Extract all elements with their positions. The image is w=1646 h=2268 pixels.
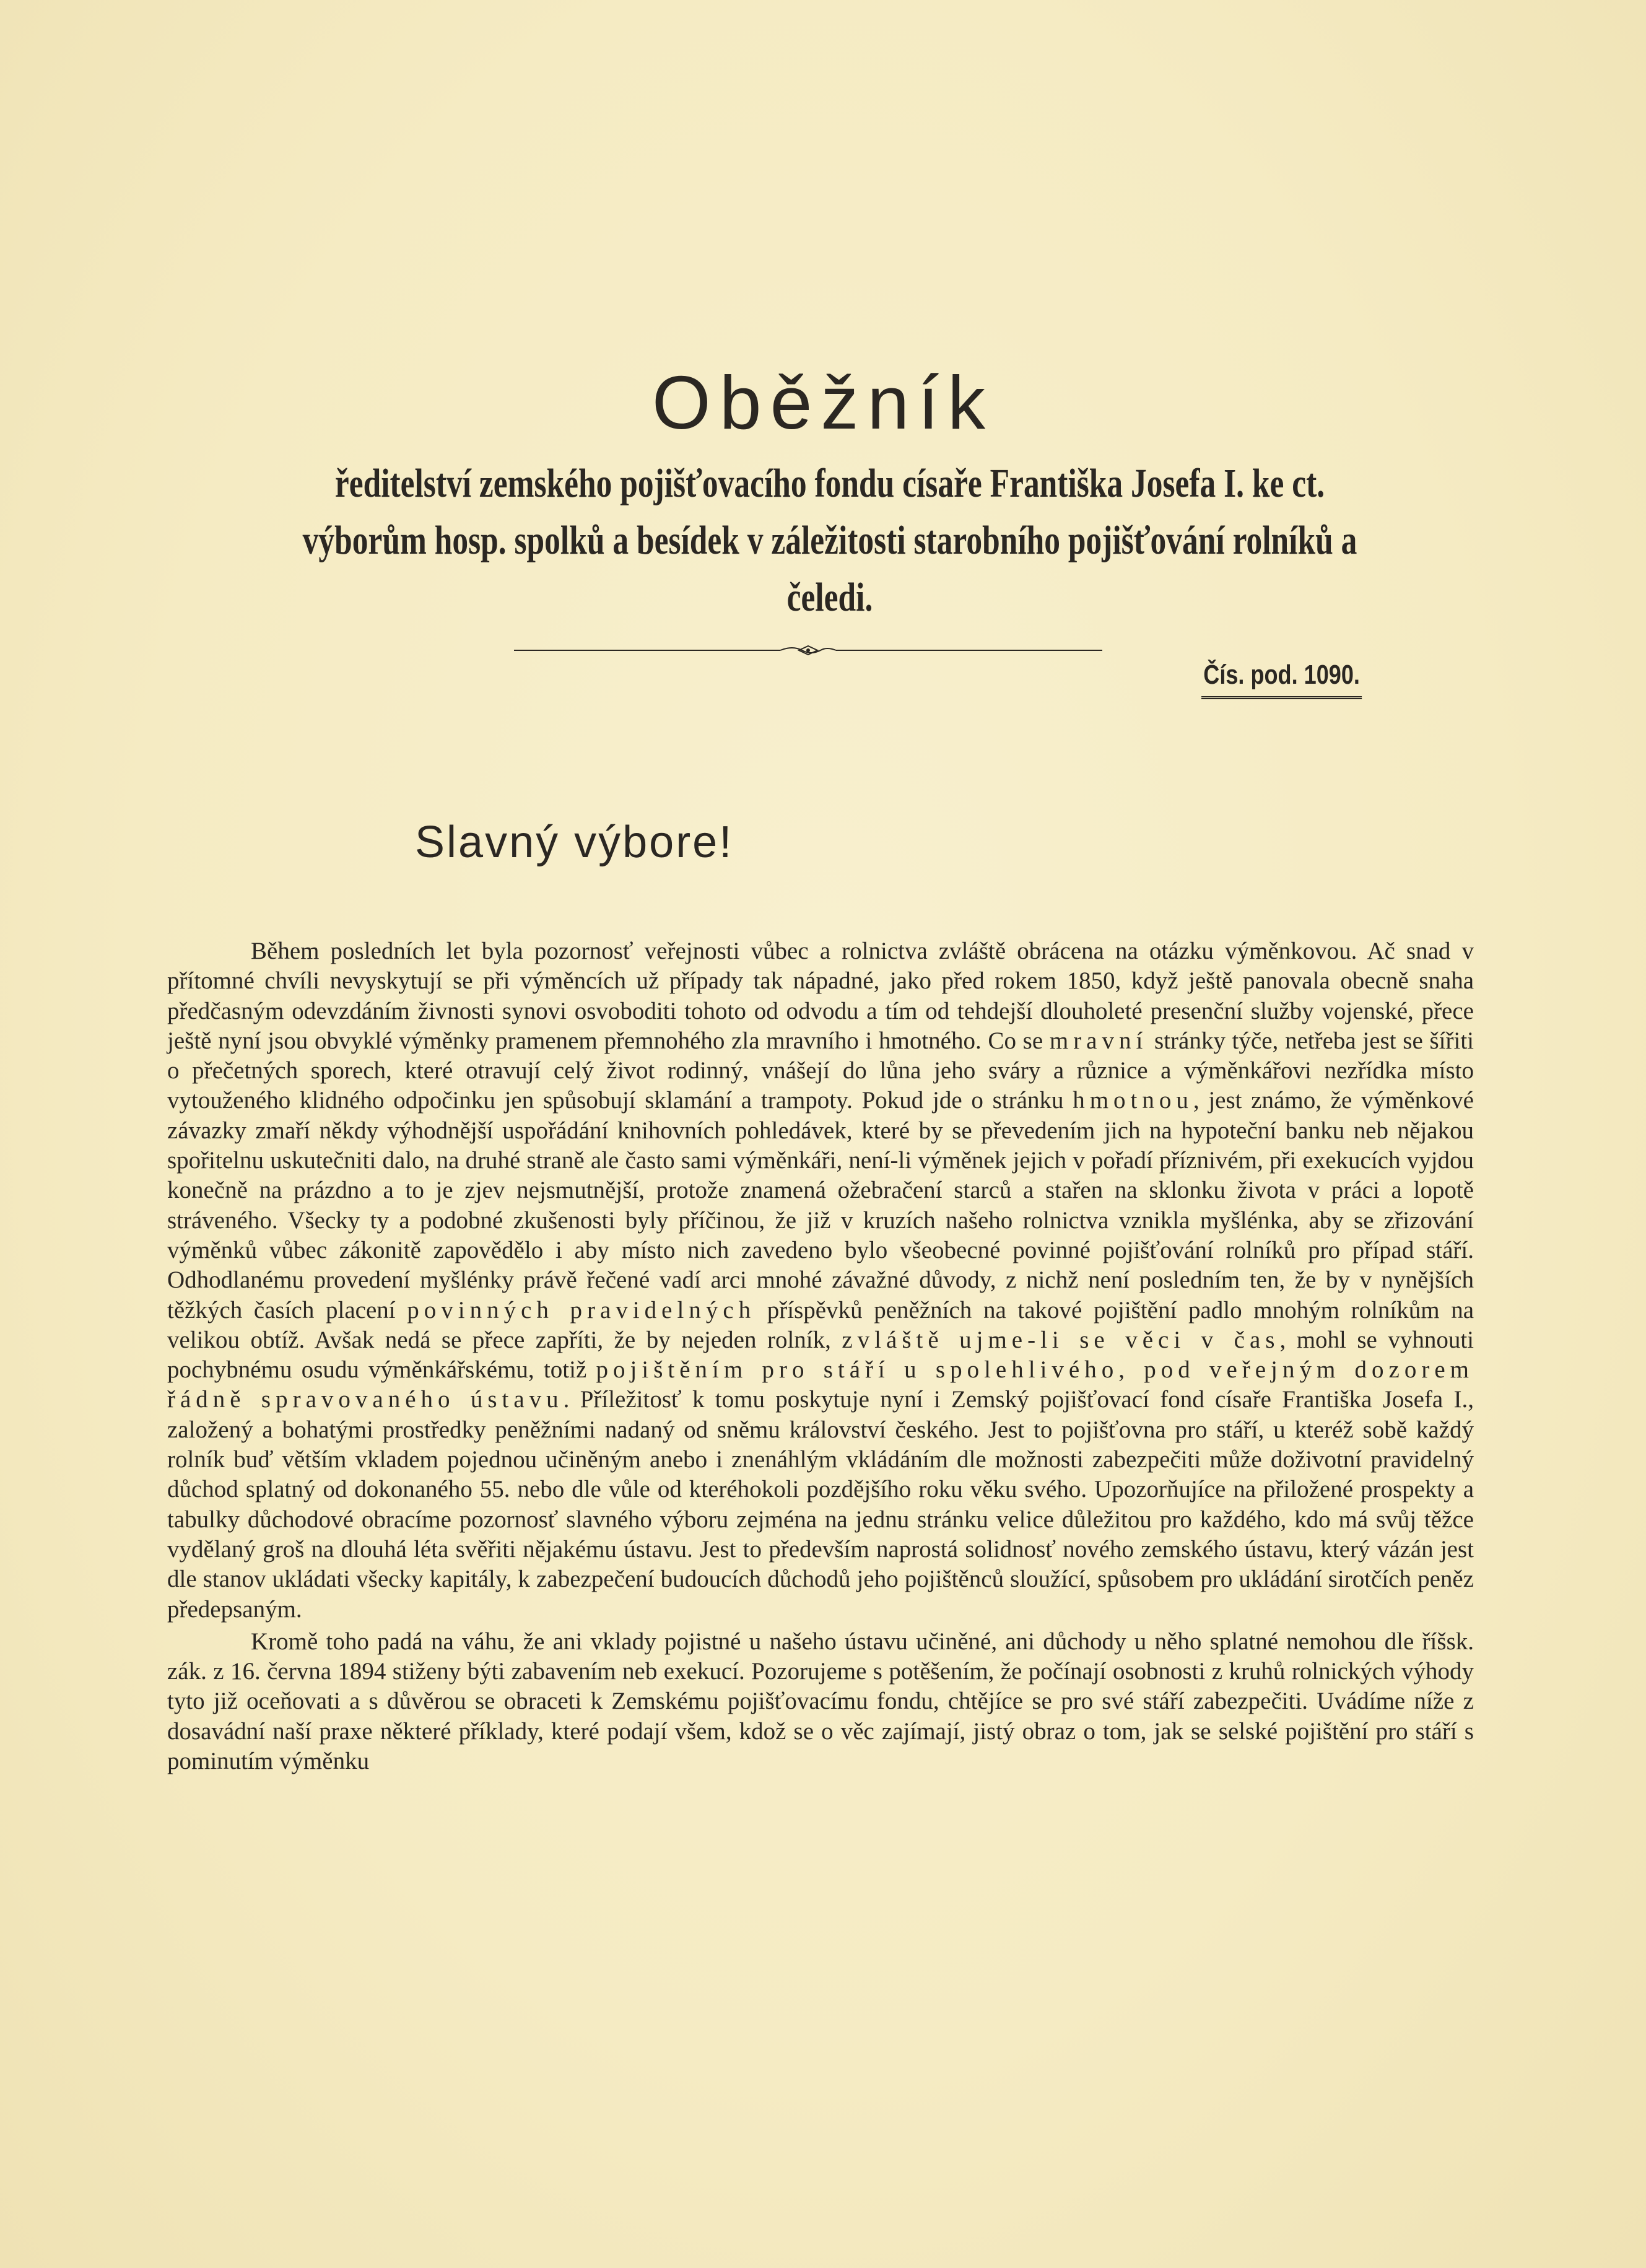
spaced-emphasis: pojištěním pro stáří u spolehlivého, pod veřejným dozorem řádně spravovaného ústavu bbox=[167, 1356, 1474, 1413]
spaced-emphasis: hmotnou bbox=[1073, 1087, 1193, 1114]
text-segment: příspěvků peněžních na takové pojištění padlo mnohým rolníkům na velikou obtíž. Avšak nedá se přece zapříti, že by nejeden rolník, bbox=[167, 1296, 1474, 1353]
text-segment: , mohl se vyhnouti pochybnému osudu výměnkářskému, totiž bbox=[167, 1326, 1474, 1384]
ornamental-divider bbox=[514, 644, 1102, 656]
body-text bbox=[167, 936, 1474, 1776]
text-segment: , jest známo, že výměnkové závazky zmaří někdy výhodnější uspořádání knihovních pohledávek, které by se převedením jich na hypoteční banku neb nějakou spořitelnu uskutečniti dalo, na druhé straně ale často sami výměnkáři, není-li výměnek jejich v pořadí příznivém, při exekucích vyjdou konečně na prázdno a to je zjev nejsmutnější, protože znamená ožebračení starců a stařen na sklonku života v práci a lopotě stráveného. Všecky ty a podobné zkušenosti byly příčinou, že již v kruzích našeho rolnictva vznikla myšlénka, aby se zřizování výměnků vůbec zákonitě zapovědělo i aby místo nich zavedeno bylo všeobecné povinné pojišťování rolníků pro případ stáří. Odhodlanému provedení myšlénky právě řečené vadí arci mnohé závažné důvody, z nichž není posledním ten, že by v nynějších těžkých časích placení bbox=[167, 1087, 1474, 1324]
document-subtitle: ředitelství zemského pojišťovacího fondu císaře Františka Josefa I. ke ct. výborům hosp. spolků a besídek v záležitosti starobního pojišťování rolníků a čeledi. bbox=[302, 461, 1357, 620]
spaced-emphasis: povinných pravidelných bbox=[407, 1296, 756, 1324]
spaced-emphasis: zvláště ujme-li se věci v čas bbox=[842, 1326, 1280, 1353]
document-title: Oběžník bbox=[651, 360, 995, 445]
text-segment: . Příležitosť k tomu poskytuje nyní i Zemský pojišťovací fond císaře Františka Josefa I., založený a bohatými prostředky peněžními nadaný od sněmu království českého. Jest to pojišťovna pro stáří, u kteréž sobě každý rolník buď větším vkladem pojednou učiněným anebo i znenáhlým vkládáním dle možnosti zabezpečiti může doživotní pravidelný důchod splatný od dokonaného 55. nebo dle vůle od kteréhokoli pozdějšího roku věku svého. Upozorňujíce na přiložené prospekty a tabulky důchodové obracíme pozornosť slavného výboru zejména na jednu stránku velice důležitou pro každého, kdo má svůj těžce vydělaný groš na dlouhá léta svěřiti nějakému ústavu. Jest to především naprostá solidnosť nového zemského ústavu, který vázán jest dle stanov ukládati všecky kapitály, k zabezpečení budoucích důchodů jeho pojištěnců sloužící, spůsobem pro ukládání sirotčích peněz předepsaným. bbox=[167, 1386, 1474, 1623]
text-segment: Kromě toho padá na váhu, že ani vklady pojistné u našeho ústavu učiněné, ani důchody u něho splatné nemohou dle říšsk. zák. z 16. června 1894 stiženy býti zabavením neb exekucí. Pozorujeme s potěšením, že počínají osobnosti z kruhů rolnických výhody tyto již oceňovati a s důvěrou se obraceti k Zemskému pojišťovacímu fondu, chtějíce se pro své stáří zabezpečiti. Uvádíme níže z dosavádní naší praxe některé příklady, které podají všem, kdož se o věc zajímají, jistý obraz o tom, jak se selské pojištění pro stáří s pominutím výměnku bbox=[167, 1628, 1474, 1775]
paragraph-2 bbox=[167, 1627, 1474, 1776]
text-segment: Během posledních let byla pozornosť veřejnosti vůbec a rolnictva zvláště obrácena na otázku výměnkovou. Ač snad v přítomné chvíli nevyskytují se při výměncích už případy tak nápadné, jako před rokem 1850, když ještě panovala obecně snaha předčasným odevzdáním živnosti synovi osvoboditi tohoto od odvodu a tím od tehdejší dlouholeté presenční služby vojenské, přece ještě nyní jsou obvyklé výměnky pramenem přemnohého zla mravního i hmotného. Co se bbox=[167, 938, 1474, 1054]
salutation: Slavný výbore! bbox=[415, 818, 734, 867]
paragraph-1 bbox=[167, 936, 1474, 1625]
text-segment: stránky týče, netřeba jest se šířiti o přečetných sporech, které otravují celý život rodinný, vnášejí do lůna jeho sváry a různice a výměnkářovi nezřídka místo vytouženého klidného odpočinku jen spůsobují sklamání a trampoty. Pokud jde o stránku bbox=[167, 1027, 1474, 1114]
spaced-emphasis: mravní bbox=[1049, 1027, 1148, 1054]
reference-number: Čís. pod. 1090. bbox=[1201, 656, 1362, 699]
